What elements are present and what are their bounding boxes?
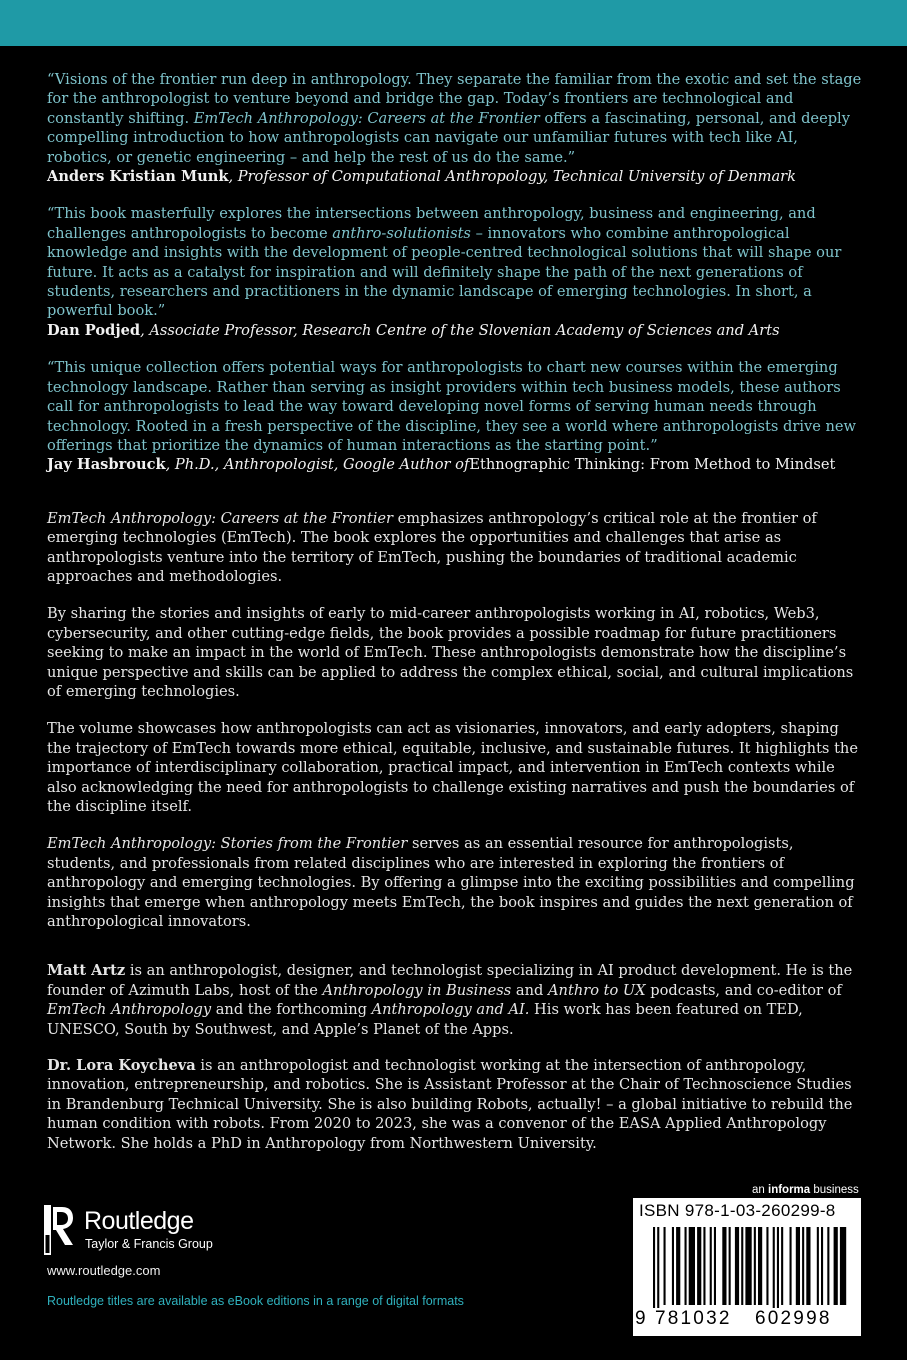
informa-post: business (810, 1184, 859, 1196)
endorser-name: Anders Kristian Munk (47, 168, 229, 186)
endorser-role: , Professor of Computational Anthropology, Technical University of Denmark (228, 168, 796, 186)
book-title: EmTech Anthropology (47, 1001, 212, 1019)
barcode-graphic (641, 1227, 853, 1317)
barcode-digits-left: 781032 (655, 1308, 732, 1329)
isbn-barcode-box (633, 1198, 861, 1336)
quote-italic-term: anthro-solutionists (332, 224, 471, 242)
author-name: Dr. Lora Koycheva (47, 1057, 196, 1075)
endorsement-1 (47, 70, 865, 186)
quote-text: “This book masterfully explores the intersections between anthropology, business and engineering, and challenges anthropologists to become (47, 205, 816, 242)
endorser-book: Ethnographic Thinking: From Method to Mindset (469, 456, 836, 474)
barcode-bar (806, 1227, 810, 1305)
endorsement-attribution (47, 167, 865, 186)
barcode-bar (722, 1227, 726, 1305)
barcode-bar (703, 1227, 705, 1305)
description-paragraph (47, 834, 865, 931)
barcode-bar (672, 1227, 674, 1305)
barcode-bar (790, 1227, 792, 1305)
barcode-bar (758, 1227, 762, 1305)
barcode-bar (685, 1227, 687, 1305)
author-name: Matt Artz (47, 962, 126, 980)
barcode-bar (754, 1227, 756, 1305)
endorser-name: Dan Podjed (47, 321, 141, 339)
informa-business-label (752, 1184, 859, 1196)
barcode-bar (697, 1227, 701, 1305)
barcode-bar (710, 1227, 712, 1305)
description-paragraph (47, 509, 865, 587)
barcode-bar (689, 1227, 695, 1305)
barcode-bar (821, 1227, 823, 1305)
barcode-bar (714, 1227, 716, 1305)
barcode-bar (817, 1227, 819, 1305)
barcode-bar (773, 1227, 775, 1317)
barcode-bar (729, 1227, 731, 1305)
bio-text: is an anthropologist, designer, and technologist specializing in AI product development. He is the founder of Azimuth Labs, host of the (47, 962, 853, 999)
barcode-bar (781, 1227, 783, 1305)
endorsement-attribution (47, 321, 865, 340)
routledge-r-icon (44, 1205, 74, 1255)
back-cover-text (47, 70, 865, 1170)
routledge-logo (44, 1205, 284, 1255)
barcode-bar (653, 1227, 655, 1317)
barcode-bar (802, 1227, 804, 1305)
barcode-bar (664, 1227, 666, 1305)
barcode-bar (741, 1227, 743, 1305)
author-bio-koycheva (47, 1056, 865, 1153)
barcode-bar (735, 1227, 739, 1305)
endorsement-3 (47, 358, 865, 474)
publisher-website-link[interactable]: www.routledge.com (47, 1263, 161, 1278)
ebook-availability-note: Routledge titles are available as eBook editions in a range of digital formats (47, 1294, 464, 1308)
barcode-bar (834, 1227, 838, 1305)
description-paragraph: By sharing the stories and insights of early to mid-career anthropologists working in AI, robotics, Web3, cybersecurity, and other cutting-edge fields, the book provides a possible roadmap for future practitioners seeking to make an impact in the world of EmTech. These anthropologists demonstrate how the discipline’s unique perspective and skills can be applied to address the complex ethical, social, and cultural implications of emerging technologies. (47, 605, 854, 700)
informa-brand: informa (768, 1184, 811, 1196)
endorsement-quote: “This unique collection offers potential ways for anthropologists to chart new courses within the emerging technology landscape. Rather than serving as insight providers within tech business models, these authors call for anthropologists to lead the way toward developing novel forms of serving human needs through technology. Rooted in a fresh perspective of the discipline, they see a world where anthropologists drive new offerings that prioritize the dynamics of human interactions as the starting point.” (47, 359, 857, 454)
paragraph-text: emphasizes anthropology’s critical role at the frontier of emerging technologies (EmTech). The book explores the opportunities and challenges that arise as anthropologists venture into the territory of EmTech, pushing the boundaries of traditional academic approaches and methodologies. (47, 509, 817, 585)
paragraph-text: serves as an essential resource for anthropologists, students, and professionals from related disciplines who are interested in exploring the frontiers of anthropology and emerging technologies. By offering a glimpse into the exciting possibilities and compelling insights that emerge when anthropology meets EmTech, the book inspires and guides the next generation of anthropological innovators. (47, 835, 855, 931)
book-title: Anthropology and AI. (371, 1001, 530, 1019)
endorser-name: Jay Hasbrouck (47, 456, 166, 474)
podcast-title: Anthro to UX (548, 981, 646, 999)
isbn-number: ISBN 978-1-03-260299-8 (639, 1201, 836, 1220)
informa-pre: an (752, 1184, 768, 1196)
quote-book-title: EmTech Anthropology: Careers at the Frontier (193, 109, 540, 127)
description-paragraph: The volume showcases how anthropologists can act as visionaries, innovators, and early adopters, shaping the trajectory of EmTech towards more ethical, equitable, inclusive, and sustainable futures. It highlights the importance of interdisciplinary collaboration, practical impact, and intervention in EmTech contexts while also acknowledging the need for anthropologists to challenge existing narratives and push the boundaries of the discipline itself. (47, 720, 858, 815)
barcode-bar (745, 1227, 751, 1305)
barcode-bar (657, 1227, 659, 1317)
quote-text: offers a fascinating, personal, and deeply compelling introduction to how anthropologists can navigate our unfamiliar futures with tech like AI, robotics, or genetic engineering – and help the rest of us do the same.” (47, 109, 850, 166)
barcode-bar (840, 1227, 846, 1305)
barcode-bar (777, 1227, 779, 1317)
bio-text: and (511, 981, 549, 999)
quote-text: “Visions of the frontier run deep in anthropology. They separate the familiar from the exotic and set the stage for the anthropologist to venture beyond and bridge the gap. Today’s frontiers are technological and constantly shifting. (47, 71, 862, 127)
endorsement-2 (47, 204, 865, 340)
publisher-group: Taylor & Francis Group (85, 1237, 213, 1251)
quote-text: – innovators who combine anthropological knowledge and insights with the development of people-centred technological solutions that will shape our future. It acts as a catalyst for inspiration and will definitely shape the path of the next generations of students, researchers and practitioners in the dynamic landscape of emerging technologies. In short, a powerful book.” (47, 224, 842, 320)
top-color-band (0, 0, 907, 46)
bio-text: podcasts, and co-editor of (645, 981, 842, 999)
author-bio-artz (47, 961, 865, 1039)
endorsement-quote (47, 204, 865, 320)
bio-text: is an anthropologist and technologist working at the intersection of anthropology, innovation, entrepreneurship, and robotics. She is Assistant Professor at the Chair of Technoscience Studies in Brandenburg Technical University. She is also building Robots, actually! – a global initiative to rebuild the human condition with robots. From 2020 to 2023, she was a convenor of the EASA Applied Anthropology Network. She holds a PhD in Anthropology from Northwestern University. (47, 1057, 853, 1152)
barcode-bar (676, 1227, 680, 1305)
endorser-role: , Associate Professor, Research Centre of the Slovenian Academy of Sciences and Arts (140, 321, 780, 339)
endorsement-attribution (47, 455, 865, 474)
podcast-title: Anthropology in Business (322, 981, 512, 999)
book-title: EmTech Anthropology: Careers at the Frontier (47, 509, 394, 527)
barcode-bar (827, 1227, 829, 1305)
bio-text: and the forthcoming (211, 1001, 372, 1019)
endorsement-quote (47, 70, 865, 167)
barcode-bar (796, 1227, 800, 1305)
barcode-digits-right: 602998 (755, 1308, 832, 1329)
endorser-role: , Ph.D., Anthropologist, Google Author of (165, 456, 470, 474)
bio-text: His work has been featured on TED, UNESCO, South by Southwest, and Apple’s Planet of the Apps. (47, 1001, 803, 1038)
book-title: EmTech Anthropology: Stories from the Frontier (47, 835, 408, 853)
publisher-name: Routledge (84, 1207, 194, 1235)
barcode-digit-lead: 9 (635, 1308, 648, 1329)
barcode-bar (766, 1227, 768, 1305)
